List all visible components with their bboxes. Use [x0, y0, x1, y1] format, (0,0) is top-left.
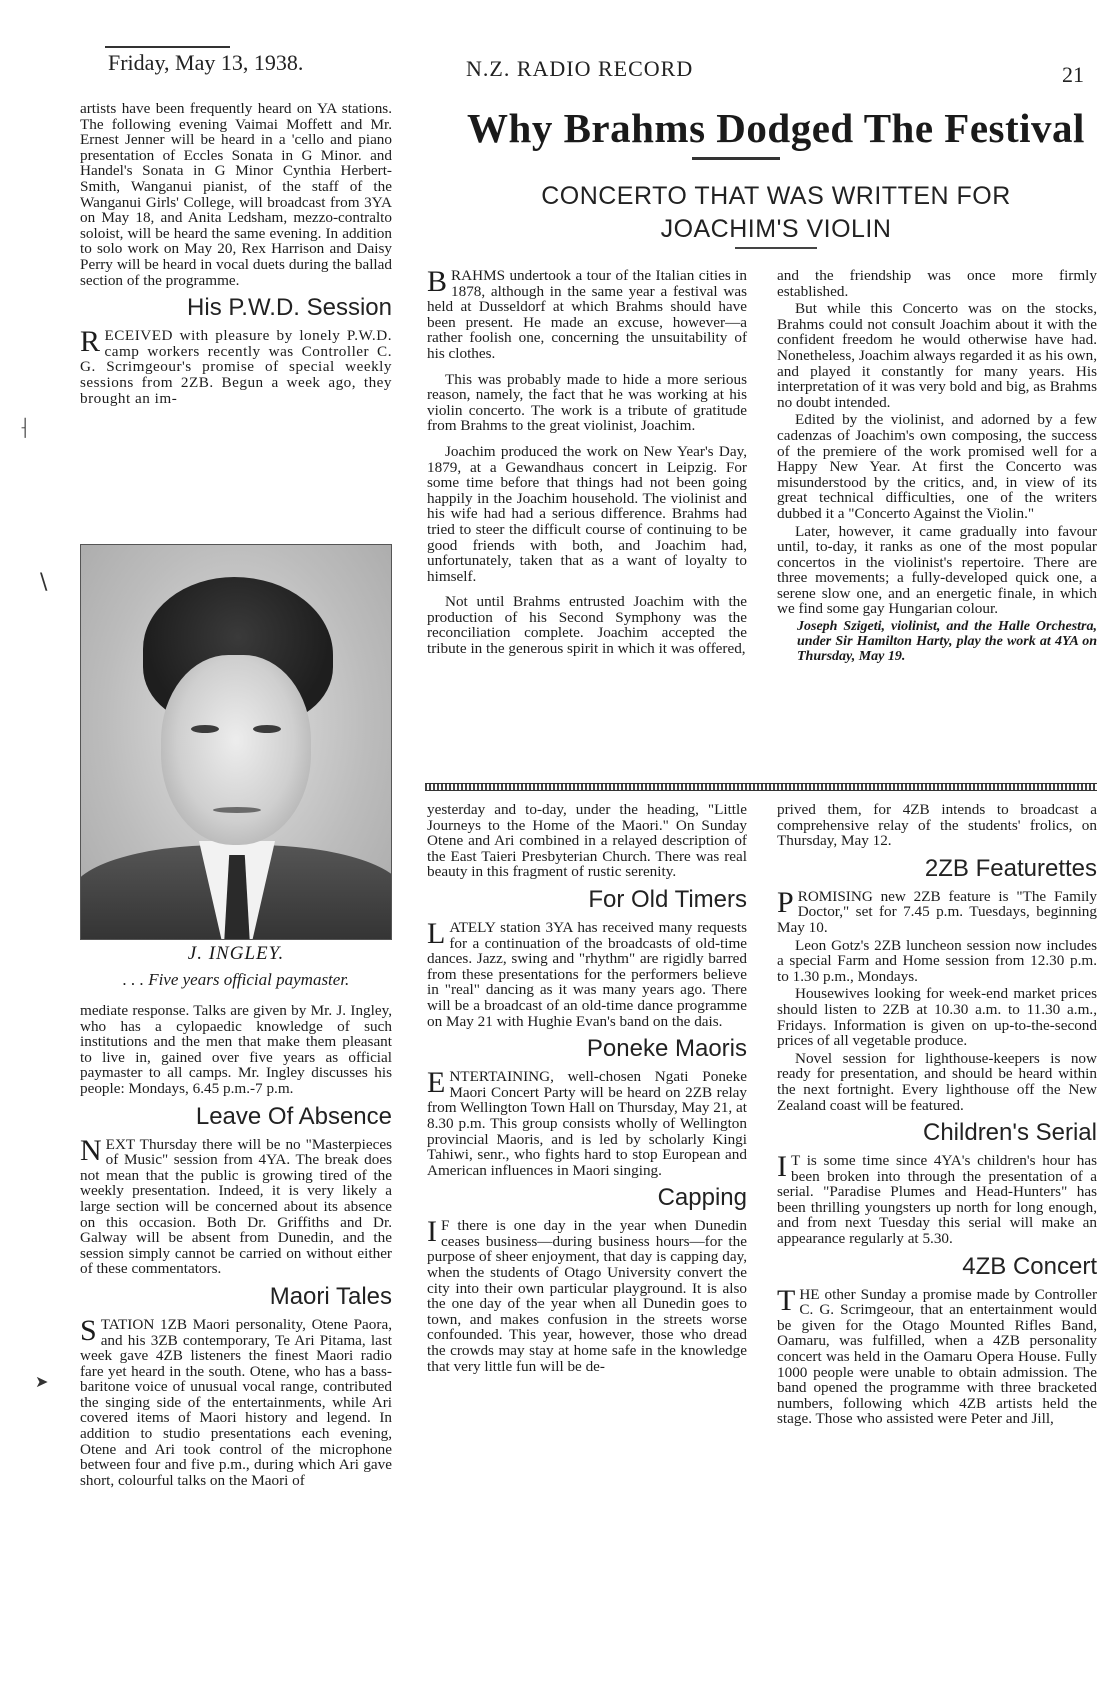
serial-drop-cap: I — [777, 1150, 787, 1184]
column-1-top — [80, 101, 392, 406]
article-title-rule — [692, 157, 780, 160]
capping-heading: Capping — [657, 1184, 747, 1212]
maori-tales-paragraph — [80, 1313, 392, 1489]
article-paragraph-5: and the friendship was once more firmly established. — [777, 267, 1097, 300]
article-paragraph-8: Later, however, it came gradually into favour until, to-day, it ranks as one of the most popular concertos in the violinist's repertoire. There are three movements; a fully-developed quick one, a serene slow one, and an energetic finale, in which we find some gay Hungarian colour. — [777, 522, 1097, 618]
article-column-left — [427, 265, 747, 658]
featurettes-paragraph-4: Novel session for lighthouse-keepers is now ready for presentation, and should be heard within the next fortnight. Every lighthouse off the New Zealand coast will be featured. — [777, 1049, 1097, 1114]
column-1-bottom — [80, 1003, 392, 1488]
margin-tick-mark: ⸡ — [18, 414, 30, 438]
pwd-paragraph — [80, 325, 392, 407]
page-number: 21 — [1062, 62, 1084, 87]
photo-caption-role: . . . Five years official paymaster. — [122, 970, 350, 989]
intro-paragraph: artists have been frequently heard on YA stations. The following evening Vaimai Moffett and Mr. Ernest Jenner will be heard in a 'cello and piano presentation of Eccles Sonata in G Minor. and Handel's Sonata in G Minor Cynthia Herbert-Smith, Wanganui pianist, of the staff of the Wanganui Girls' College, will broadcast from 3YA on May 18, and Anita Ledsham, mezzo-contralto soloist, will be heard the same evening. In addition to solo work on May 20, Rex Harrison and Daisy Perry will be heard in vocal duets during the ballad section of the programme. — [80, 100, 392, 289]
article-separator — [425, 783, 1097, 791]
article-title: Why Brahms Dodged The Festival — [467, 105, 1085, 151]
featurettes-paragraph-2: Leon Gotz's 2ZB luncheon session now includes a special Farm and Home session from 12.30 p.m. to 1.30 p.m., Mondays. — [777, 936, 1097, 985]
article-paragraph-3: Joachim produced the work on New Year's Day, 1879, at a Gewandhaus concert in Leipzig. For some time before that things had not been going happily in the Joachim household. The violinist and his wife had had a serious difference. Brahms had tried to steer the difficult course of continuing to be good friends with both, and Joachim had, unfortunately, taken that as a want of loyalty to himself. — [427, 442, 747, 585]
leave-text: EXT Thursday there will be no "Masterpieces of Music" session from 4YA. The break does not mean that the public is growing tired of the weekly presentation. Indeed, it is very likely a large section will be concerned about its absence on this occasion. Both Dr. Griffiths and Dr. Galway will be absent from Dunedin, and the session simply cannot be carried on without either of these commentators. — [80, 1135, 392, 1278]
maori-drop-cap: S — [80, 1313, 97, 1347]
header-publication: N.Z. RADIO RECORD — [466, 56, 694, 81]
pwd-text: ECEIVED with pleasure by lonely P.W.D. camp workers recently was Controller C. G. Scrimgeour's promise of special weekly sessions from 2ZB. Begun a week ago, they brought an im- — [80, 327, 392, 407]
feat-drop-cap: P — [777, 885, 794, 919]
article-paragraph-1: BRAHMS undertook a tour of the Italian cities in 1878, although in the same year a festival was held at Dusseldorf at which Brahms should have been present. He made an excuse, however—a rather foolish one, concerning the unsuitability of his clothes. — [427, 265, 747, 362]
article-subtitle — [470, 180, 1082, 246]
capping-drop-cap: I — [427, 1215, 437, 1249]
maori-text: TATION 1ZB Maori personality, Otene Paora, and his 3ZB contemporary, Te Ari Pitama, last week gave 4ZB listeners the finest Maori radio fare yet heard in the south. Otene, who has a bass-baritone voice of unusual vocal range, contributed the singing side of the entertainments, while Ari covered items of Maori history and legend. In addition to studio presentations each evening, Otene and Ari took control of the microphone between four and five p.m., during which Ari gave short, colourful talks on the Maori of — [80, 1315, 392, 1489]
capping-continued: prived them, for 4ZB intends to broadcast a comprehensive relay of the students' frolics, on Thursday, May 12. — [777, 801, 1097, 850]
concert-heading: 4ZB Concert — [962, 1252, 1097, 1280]
margin-arrow-mark: ➤ — [35, 1372, 49, 1391]
concert-drop-cap: T — [777, 1283, 796, 1317]
poneke-heading: Poneke Maoris — [586, 1035, 747, 1063]
serial-heading: Children's Serial — [923, 1119, 1097, 1147]
pwd-continued: mediate response. Talks are given by Mr. J. Ingley, who has a cylopaedic knowledge of such institutions and the men that make them pleasant to live in, gained over five years as official paymaster to all camps. Mr. Ingley discusses his people: Mondays, 6.45 p.m.-7 p.m. — [80, 1002, 392, 1097]
old-timers-paragraph: LATELY station 3YA has received many requests for a continuation of the broadcasts of old-time dances. Jazz, swing and "rhythm" are rigidly barred from these presentations for the performers believe in "real" dancing as it was many years ago. There will be a broadcast of an old-time dance programme on May 21 with Hughie Evan's band on the dais. — [427, 916, 747, 1030]
article-paragraph-4: Not until Brahms entrusted Joachim with the production of his Second Symphony was the reconciliation complete. Joachim accepted the tribute in the generous spirit in which it was offered, — [427, 593, 747, 658]
leave-heading: Leave Of Absence — [195, 1102, 392, 1130]
poneke-drop-cap: E — [427, 1066, 446, 1100]
header-date: Friday, May 13, 1938. — [108, 50, 304, 75]
old-timers-heading: For Old Timers — [588, 885, 747, 913]
header-rule — [105, 46, 230, 48]
article-column-right — [777, 268, 1097, 664]
column-3 — [777, 802, 1097, 1427]
timers-drop-cap: L — [427, 916, 446, 950]
article-subtitle-line-1: CONCERTO THAT WAS WRITTEN FOR — [541, 182, 1011, 210]
leave-drop-cap: N — [80, 1133, 102, 1167]
margin-stroke-mark: \ — [40, 570, 48, 595]
portrait-photo — [80, 544, 392, 940]
leave-paragraph — [80, 1133, 392, 1278]
maori-tales-heading: Maori Tales — [269, 1282, 392, 1310]
maori-continued: yesterday and to-day, under the heading, "Little Journeys to the Home of the Maori." On Sunday Otene and Ari combined in a relayed description of the East Taieri Presbyterian Church. There was real beauty in this fragment of rustic serenity. — [427, 801, 747, 881]
article-subtitle-line-2: JOACHIM'S VIOLIN — [660, 215, 892, 243]
capping-paragraph: I F there is one day in the year when Dunedin ceases business—during business hours—for the purpose of sheer enjoyment, that day is capping day, when the students of Otago University convert the city into their own particular playground. It is also the one day of the year when all Dunedin goes to town, and makes confusion in the streets worse confounded. This year, however, those who dread the crowds may stay at home safe in the knowledge that very little fun will be de- — [427, 1215, 747, 1375]
article-drop-cap: B — [427, 265, 448, 298]
featurettes-paragraph-1: PROMISING new 2ZB feature is "The Family Doctor," set for 7.45 p.m. Tuesdays, beginning May 10. — [777, 885, 1097, 936]
article-paragraph-6: But while this Concerto was on the stocks, Brahms could not consult Joachim about it with the confident freedom he would otherwise have had. Nonetheless, Joachim always regarded it as his own, and played it constantly for many years. His interpretation of it was very bold and big, as Brahms no doubt intended. — [777, 300, 1097, 411]
article-paragraph-2: This was probably made to hide a more serious reason, namely, the fact that he was working at his violin concerto. The work is a tribute of gratitude from Brahms to the great violinist, Joachim. — [427, 370, 747, 435]
pwd-heading: His P.W.D. Session — [187, 294, 392, 322]
concert-paragraph: THE other Sunday a promise made by Controller C. G. Scrimgeour, that an entertainment would be given for the Otago Mounted Rifles Band, Oamaru, was fulfilled, when a 4ZB personality concert was held in the Oamaru Opera House. Fully 1000 people were unable to obtain admission. The band opened the programme with three bracketed numbers, following which 4ZB artists held the stage. Those who assisted were Peter and Jill, — [777, 1283, 1097, 1428]
pwd-drop-cap: R — [80, 325, 101, 359]
featurettes-heading: 2ZB Featurettes — [924, 854, 1097, 882]
column-2 — [427, 802, 747, 1374]
featurettes-paragraph-3: Housewives looking for week-end market prices should listen to 2ZB at 10.30 a.m. to 11.30 a.m., Fridays. Information is given on up-to-the-second prices of all vegetable produce. — [777, 985, 1097, 1050]
article-subtitle-rule — [735, 247, 817, 249]
photo-caption-name: J. INGLEY. — [187, 943, 285, 964]
article-paragraph-7: Edited by the violinist, and adorned by a few cadenzas of Joachim's own composing, the success of the premiere of the work promised well for a Happy New Year. At first the Concerto was misunderstood by the critics, and, in view of its great technical difficulties, one of the writers dubbed it a "Concerto Against the Violin." — [777, 411, 1097, 522]
poneke-paragraph: ENTERTAINING, well-chosen Ngati Poneke Maori Concert Party will be heard on 2ZB relay from Wellington Town Hall on Thursday, May 21, at 8.30 p.m. This group consists wholly of Wellington provincial Maoris, and is led by scholarly Kingi Tahiwi, senr., who fights hard to stop European and American influences in Maori singing. — [427, 1066, 747, 1179]
article-broadcast-credit: Joseph Szigeti, violinist, and the Halle Orchestra, under Sir Hamilton Harty, play the work at 4YA on Thursday, May 19. — [797, 619, 1097, 665]
serial-paragraph: I T is some time since 4YA's children's hour has been broken into through the presentation of a serial. "Paradise Plumes and Head-Hunters" has been thrilling youngsters up north for long enough, and from next Tuesday this serial will make an appearance regularly at 5.30. — [777, 1150, 1097, 1248]
